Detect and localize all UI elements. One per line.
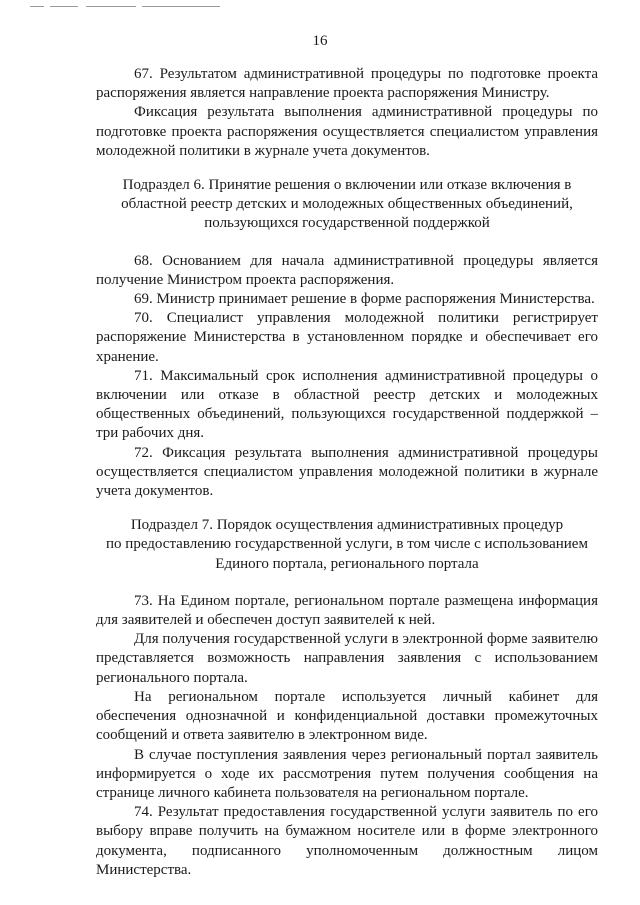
paragraph-73-status-info: В случае поступления заявления через региональный портал заявитель информируется о ходе их рассмотрения путем получения сообщения на странице личного кабинета пользователя на региональном портале. — [96, 746, 598, 801]
paragraph-74: 74. Результат предоставления государственной услуги заявитель по его выбору вправе получить на бумажном носителе или в форме электронного документа, подписанного уполномоченным должностным лицом Министерства. — [96, 804, 598, 878]
paragraph-73: 73. На Едином портале, региональном портале размещена информация для заявителей и обеспечен доступ заявителей к ней. — [96, 592, 598, 629]
section-7-heading-line: по предоставлению государственной услуги, в том числе с использованием — [106, 536, 588, 553]
paragraph-67-fixation: Фиксация результата выполнения административной процедуры по подготовке проекта распоряжения осуществляется специалистом управления молодежной политики в журнале учета документов. — [96, 104, 598, 159]
document-body — [96, 65, 598, 880]
paragraph-69: 69. Министр принимает решение в форме распоряжения Министерства. — [134, 291, 595, 308]
section-6-heading — [96, 176, 598, 234]
section-7-heading-line: Единого портала, регионального портала — [215, 555, 479, 572]
section-7-heading-line: Подраздел 7. Порядок осуществления административных процедур — [130, 517, 564, 534]
paragraph-71: 71. Максимальный срок исполнения административной процедуры о включении или отказе в областной реестр детских и молодежных общественных объединений, пользующихся государственной поддержкой – три рабочих дня. — [96, 367, 598, 442]
paragraph-68: 68. Основанием для начала административной процедуры является получение Министром проекта распоряжения. — [96, 252, 598, 288]
section-7-heading — [96, 516, 598, 574]
scan-header-marks — [30, 6, 230, 10]
section-6-heading-line: областной реестр детских и молодежных общественных объединений, — [121, 196, 573, 213]
paragraph-70: 70. Специалист управления молодежной политики регистрирует распоряжение Министерства в установленном порядке и обеспечивает его хранение. — [96, 310, 598, 365]
section-6-heading-line: пользующихся государственной поддержкой — [204, 215, 490, 232]
paragraph-67: 67. Результатом административной процедуры по подготовке проекта распоряжения является направление проекта распоряжения Министру. — [96, 66, 598, 102]
paragraph-73-electronic-form: Для получения государственной услуги в электронной форме заявителю представляется возможность направления заявления с использованием регионального портала. — [96, 631, 598, 686]
page-number: 16 — [312, 33, 328, 49]
paragraph-73-personal-cabinet: На региональном портале используется личный кабинет для обеспечения однозначной и конфиденциальной доставки промежуточных сообщений и ответа заявителю в электронном виде. — [96, 688, 598, 744]
paragraph-72: 72. Фиксация результата выполнения административной процедуры осуществляется специалистом управления молодежной политики в журнале учета документов. — [96, 444, 598, 500]
section-6-heading-line: Подраздел 6. Принятие решения о включении или отказе включения в — [122, 177, 572, 194]
